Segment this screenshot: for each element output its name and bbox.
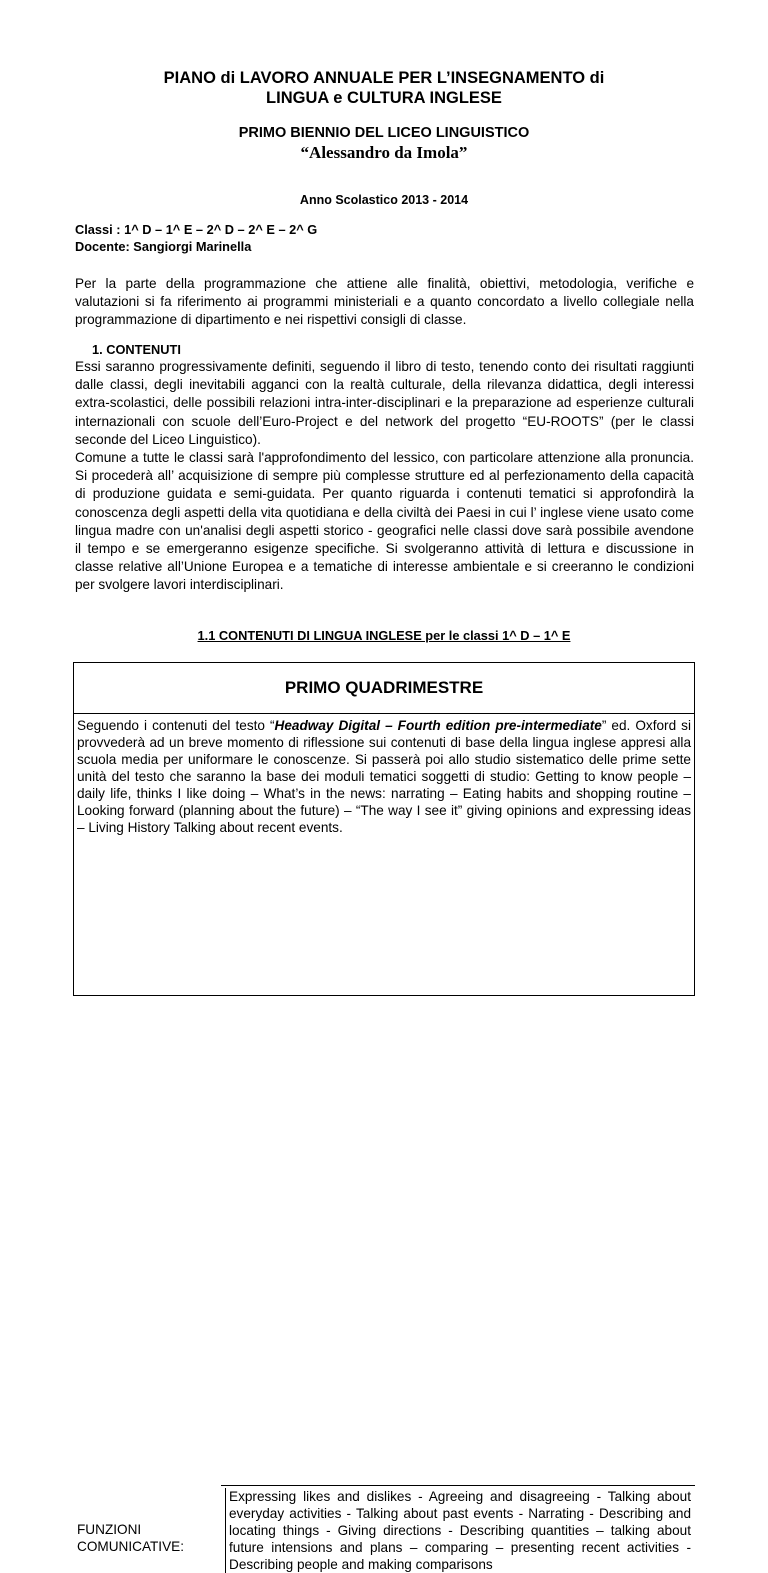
table-divider — [221, 1485, 695, 1486]
intro-paragraph: Per la parte della programmazione che attiene alle finalità, obiettivi, metodologia, verifiche e valutazioni si fa riferimento ai programmi ministeriali e a quanto concordato a livello collegiale nella programmazione di dipartimento e nei rispettivi consigli di classe. — [75, 276, 694, 328]
contenuti-paragraph-1: Essi saranno progressivamente definiti, seguendo il libro di testo, tenendo conto dei risultati raggiunti dalle classi, degli inevitabili agganci con la realtà culturale, della rilevanza didattica, degli interessi extra-scolastici, delle possibili relazioni intra-inter-disciplinari e la preparazione ad esperienze culturali internazionali con scuole dell’Euro-Project e del network del progetto “EU-ROOTS” (per le classi seconde del Liceo Linguistico). — [75, 359, 694, 447]
document-title — [0, 68, 768, 108]
school-name: “Alessandro da Imola” — [300, 143, 468, 162]
table-title: PRIMO QUADRIMESTRE — [74, 663, 694, 714]
subsection-heading: 1.1 CONTENUTI DI LINGUA INGLESE per le classi 1^ D – 1^ E — [197, 628, 571, 643]
textbook-title: Headway Digital – Fourth edition pre-intermediate — [274, 718, 602, 733]
section-heading-contenuti: 1. CONTENUTI — [92, 342, 181, 357]
contenuti-body — [75, 358, 694, 595]
functions-text: Expressing likes and dislikes - Agreeing and disagreeing - Talking about everyday activities - Talking about past events - Narrating - Describing and locating things - Giving directions - Describing quantities – talking about future intensions and plans – comparing – presenting recent activities - Describing people and making comparisons — [225, 1488, 691, 1573]
table-text-post: ” ed. Oxford si provvederà ad un breve momento di riflessione sui contenuti di base della lingua inglese appresi alla scuola media per uniformare le conoscenze. Si passerà poi allo studio sistematico delle prime sette unità del testo che saranno la base dei moduli tematici soggetti di studio: Getting to know people – daily life, thinks I like doing – What’s in the news: narrating – Eating habits and shopping routine – Looking forward (planning about the future) – “The way I see it” giving opinions and expressing ideas – Living History Talking about recent events. — [77, 718, 691, 835]
table-intro-text — [77, 717, 691, 836]
functions-label: FUNZIONI COMUNICATIVE: — [77, 1522, 184, 1554]
classes-line: Classi : 1^ D – 1^ E – 2^ D – 2^ E – 2^ G — [75, 222, 318, 237]
content-table — [73, 662, 695, 1572]
document-subtitle: PRIMO BIENNIO DEL LICEO LINGUISTICO — [238, 125, 530, 141]
title-line-2: LINGUA e CULTURA INGLESE — [266, 89, 502, 107]
teacher-line: Docente: Sangiorgi Marinella — [75, 239, 252, 254]
table-text-pre: Seguendo i contenuti del testo “ — [77, 718, 275, 733]
school-year: Anno Scolastico 2013 - 2014 — [299, 193, 469, 207]
class-teacher-info — [75, 221, 317, 255]
contenuti-paragraph-2: Comune a tutte le classi sarà l'approfondimento del lessico, con particolare attenzione alla pronuncia. Si procederà all’ acquisizione di sempre più complesse strutture ed al perfezionamento della capacità di produzione guidata e semi-guidata. Per quanto riguarda i contenuti tematici si approfondirà la conoscenza degli aspetti della vita quotidiana e della civiltà dei Paesi in cui l’ inglese viene usato come lingua madre con un'analisi degli aspetti storico - geografici nelle classi dove sarà possibile avendone il tempo e se emergeranno esigenze specifiche. Si svolgeranno attività di lettura e discussione in classe relative all’Unione Europea e a tematiche di interesse ambientale e si creeranno le condizioni per svolgere lavori interdisciplinari. — [75, 450, 694, 593]
title-line-1: PIANO di LAVORO ANNUALE PER L’INSEGNAMENTO di — [163, 69, 605, 87]
